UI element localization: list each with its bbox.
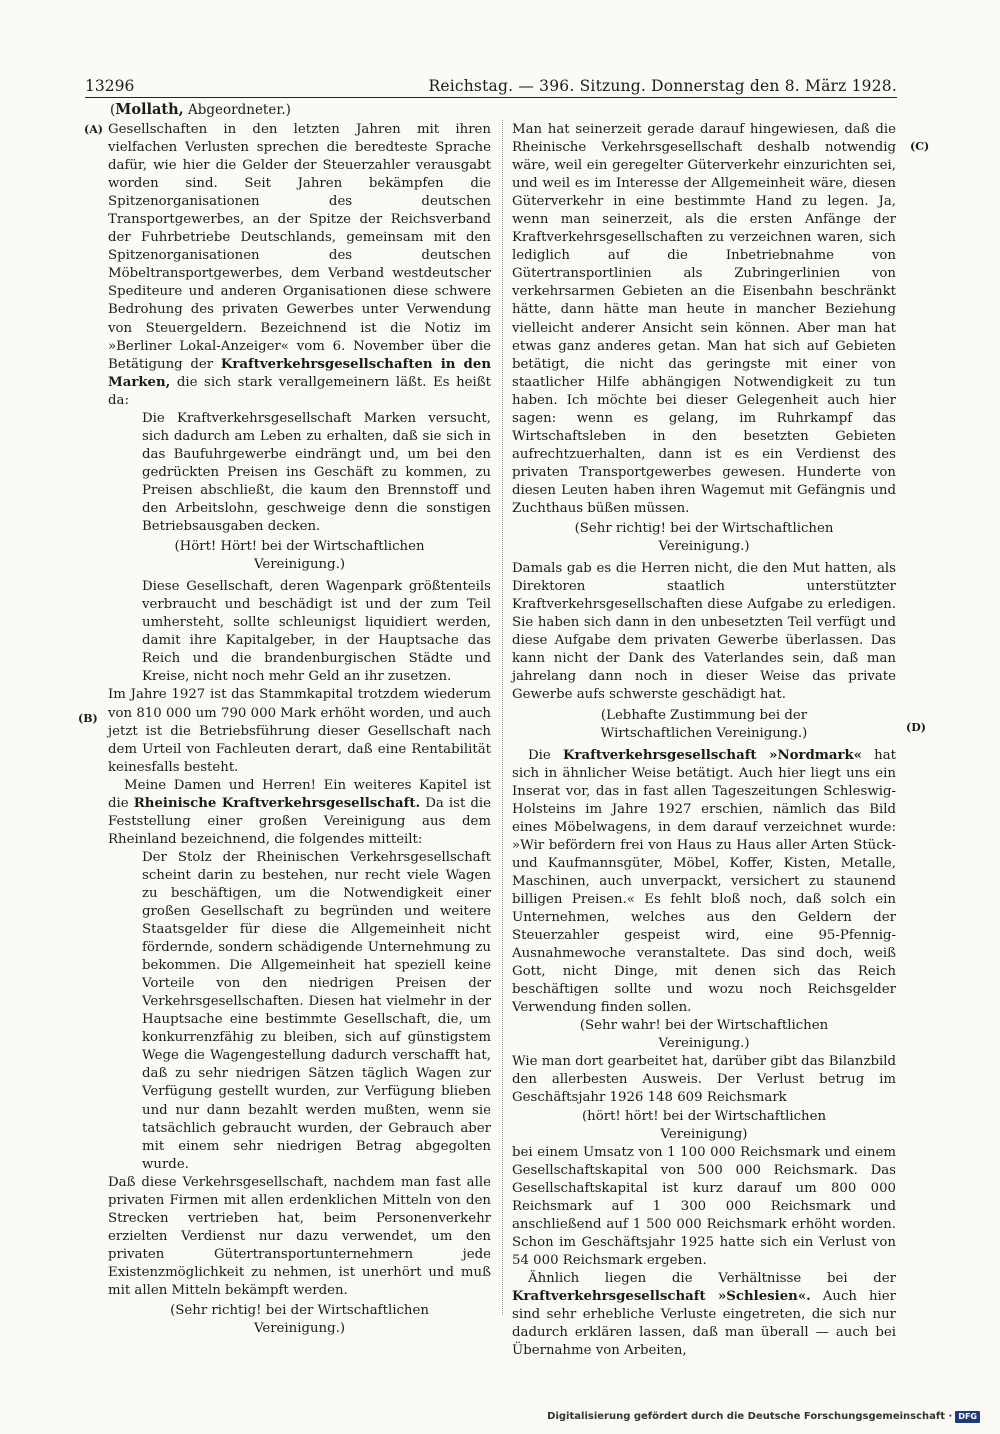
speaker-line: (Mollath, Abgeordneter.)	[110, 101, 291, 118]
right-interjection-1: (Sehr richtig! bei der Wirtschaftlichen Vereinigung.)	[574, 521, 834, 555]
right-interjection-4: (hört! hört! bei der Wirtschaftlichen Vereinigung)	[581, 1108, 827, 1142]
left-quote-2	[108, 578, 491, 686]
right-paragraph-3	[512, 747, 896, 1018]
left-p3-text: Meine Damen und Herren! Ein weiteres Kapitel ist die	[108, 777, 491, 811]
left-p1-end: die sich stark verallgemeinern läßt. Es heißt da:	[108, 374, 492, 408]
left-paragraph-2: Im Jahre 1927 ist das Stammkapital trotzdem wiederum von 810 000 um 790 000 Mark erhöht worden, und auch jetzt ist die Betriebsführung dieser Gesellschaft nach dem Urteil von Fachleuten derart, daß eine Rentabilität keinesfalls besteht.	[108, 687, 491, 775]
left-column	[108, 121, 491, 1342]
right-p3-bold: Kraftverkehrsgesellschaft »Nordmark«	[562, 747, 862, 763]
header-rule	[85, 97, 897, 98]
right-p3-text: Die	[528, 747, 551, 763]
left-interjection-1: (Hört! Hört! bei der Wirtschaftlichen Vereinigung.)	[174, 539, 425, 573]
margin-mark-d: (D)	[906, 721, 926, 734]
left-p1-text: Gesellschaften in den letzten Jahren mit ihren vielfachen Verlusten sprechen die beredteste Sprache dafür, wie hier die Gelder der Steuerzahler verausgabt worden sind. Seit Jahren bekämpfen die Spitzenorganisationen des deutschen Transportgewerbes, an der Spitze der Reichsverband der Fuhrbetriebe Deutschlands, gemeinsam mit den Spitzenorganisationen des deutschen Möbeltransportgewerbes, dem Verband westdeutscher Spediteure und anderen Organisationen diese schwere Bedrohung des privaten Gewerbes unter Verwendung von Steuergeldern. Bezeichnend ist die Notiz im »Berliner Lokal-Anzeiger« vom 6. November über die Betätigung der	[108, 122, 491, 372]
left-quote-2-text: Diese Gesellschaft, deren Wagenpark größtenteils verbraucht und beschädigt ist und der zum Teil umhersteht, sollte schleunigst liquidiert werden, damit ihre Kapitalgeber, in der Hauptsache das Reich und die brandenburgischen Städte und Kreise, nicht noch mehr Geld an ihr zusetzen.	[142, 579, 491, 685]
footer-text: Digitalisierung gefördert durch die Deutsche Forschungsgemeinschaft ·	[547, 1411, 953, 1422]
right-interjection-2: (Lebhafte Zustimmung bei der Wirtschaftlichen Vereinigung.)	[600, 707, 808, 741]
margin-mark-a: (A)	[84, 123, 103, 136]
column-divider	[502, 120, 503, 1315]
right-paragraph-1: Man hat seinerzeit gerade darauf hingewiesen, daß die Rheinische Verkehrsgesellschaft deshalb notwendig wäre, weil ein geregelter Güterverkehr einzurichten sei, und weil es im Interesse der Allgemeinheit wäre, diesen Güterverkehr in eine bestimmte Hand zu legen. Ja, wenn man seinerzeit, als die ersten Anfänge der Kraftverkehrsgesellschaften zu verzeichnen waren, sich lediglich auf die Inbetriebnahme von Gütertransportlinien als Zubringerlinien von verkehrsarmen Gebieten an die Eisenbahn beschränkt hätte, dann hätte man heute in mancher Beziehung vielleicht anderer Ansicht sein können. Aber man hat etwas ganz anderes getan. Man hat sich auf Gebieten betätigt, die nicht das geringste mit einer von staatlicher Hilfe abhängigen Notwendigkeit zu tun haben. Ich möchte bei dieser Gelegenheit auch hier sagen: wenn es gelang, im Ruhrkampf das Wirtschaftsleben in den besetzten Gebieten aufrechtzuerhalten, dann ist es ein Verdienst des privaten Transportgewerbes gewesen. Hunderte von diesen Leuten haben ihren Wagemut mit Gefängnis und Zuchthaus büßen müssen.	[512, 122, 896, 516]
left-paragraph-1	[108, 121, 491, 410]
speaker-name: Mollath,	[115, 101, 184, 118]
dfg-logo-icon: DFG	[955, 1411, 980, 1423]
footer-credit	[547, 1410, 980, 1424]
running-title: Reichstag. — 396. Sitzung. Donnerstag den 8. März 1928.	[428, 77, 897, 95]
page-number: 13296	[85, 77, 135, 95]
left-p3-end: Da ist die Feststellung einer großen Vereinigung aus dem Rheinland bezeichnend, die folgendes mitteilt:	[108, 795, 492, 847]
left-paragraph-4: Daß diese Verkehrsgesellschaft, nachdem man fast alle privaten Firmen mit allen erdenklichen Mitteln von den Strecken vertrieben hat, beim Personenverkehr erzielten Verdienst nur dazu verwendet, um den privaten Gütertransportunternehmern jede Existenzmöglichkeit zu nehmen, ist unerhört und muß mit allen Mitteln bekämpft werden.	[108, 1174, 491, 1298]
margin-mark-b: (B)	[78, 712, 98, 725]
right-column	[512, 121, 896, 1360]
right-p3-end: hat sich in ähnlicher Weise betätigt. Auch hier liegt uns ein Inserat vor, das in fast allen Tageszeitungen Schleswig-Holsteins im Jahre 1927 erschien, nämlich das Bild eines Möbelwagens, in dem darauf verzeichnet wurde: »Wir befördern frei von Haus zu Haus aller Arten Stück- und Kaufmannsgüter, Möbel, Koffer, Kisten, Metalle, Maschinen, auch unverpackt, versichert zu staunend billigen Preisen.« Es fehlt bloß noch, daß solch ein Unternehmen, welches aus den Geldern der Steuerzahler gespeist wird, eine 95-Pfennig-Ausnahmewoche veranstaltete. Das sind doch, weiß Gott, nicht Dinge, mit denen sich das Reich beschäftigen sollte und wozu noch Reichsgelder Verwendung finden sollen.	[512, 747, 896, 1016]
left-quote-1	[108, 410, 491, 536]
left-quote-3	[108, 849, 491, 1174]
right-paragraph-2: Damals gab es die Herren nicht, die den Mut hatten, als Direktoren staatlich unterstützter Kraftverkehrsgesellschaften diese Aufgabe zu erledigen. Sie haben sich dann in den unbesetzten Teil verfügt und diese Aufgabe dem privaten Gewerbe überlassen. Das kann nicht der Dank des Vaterlandes sein, daß man jahrelang dann noch in dieser Weise das private Gewerbe aufs schwerste geschädigt hat.	[512, 561, 896, 703]
left-p3-bold: Rheinische Kraftverkehrsgesellschaft.	[133, 795, 421, 811]
left-interjection-2: (Sehr richtig! bei der Wirtschaftlichen Vereinigung.)	[170, 1303, 429, 1337]
right-p6-bold: Kraftverkehrsgesellschaft »Schlesien«.	[512, 1289, 811, 1304]
right-interjection-3: (Sehr wahr! bei der Wirtschaftlichen Vereinigung.)	[579, 1018, 829, 1052]
right-paragraph-5: bei einem Umsatz von 1 100 000 Reichsmark und einem Gesellschaftskapital von 500 000 Reichsmark. Das Gesellschaftskapital ist kurz darauf um 800 000 Reichsmark auf 1 300 000 Reichsmark und anschließend auf 1 500 000 Reichsmark erhöht worden. Schon im Geschäftsjahr 1925 hatte sich ein Verlust von 54 000 Reichsmark ergeben.	[512, 1144, 896, 1268]
right-paragraph-4: Wie man dort gearbeitet hat, darüber gibt das Bilanzbild den allerbesten Ausweis. Der Verlust betrug im Geschäftsjahr 1926 148 609 Reichsmark	[512, 1054, 896, 1106]
right-p6-end: Auch hier sind sehr erhebliche Verluste eingetreten, die sich nur dadurch erklären lassen, daß man überall — auch bei Übernahme von Arbeiten,	[512, 1289, 896, 1359]
right-p6-text: Ähnlich liegen die Verhältnisse bei der	[528, 1270, 896, 1286]
left-p1-bold: Kraftverkehrsgesellschaften in den Marken,	[108, 356, 491, 390]
left-paragraph-3	[108, 777, 491, 849]
speaker-role: Abgeordneter.)	[188, 102, 291, 118]
page-header	[85, 76, 897, 98]
left-quote-3-text: Der Stolz der Rheinischen Verkehrsgesellschaft scheint darin zu bestehen, nur recht viele Wagen zu beschäftigen, um die Notwendigkeit einer großen Gesellschaft zu begründen und weitere Staatsgelder für diese die Allgemeinheit nicht fördernde, sondern schädigende Unternehmung zu bekommen. Die Allgemeinheit hat speziell keine Vorteile von den niedrigen Preisen der Verkehrsgesellschaften. Diesen hat vielmehr in der Hauptsache eine bestimmte Gesellschaft, die, um konkurrenzfähig zu bleiben, sich auf günstigstem Wege die Wagengestellung dadurch verschafft hat, daß zu sehr niedrigen Sätzen täglich Wagen zur Verfügung gestellt wurden, zur Verfügung blieben und nur dann bezahlt werden mußten, wenn sie tatsächlich gebraucht wurden, der Gebrauch aber mit einem sehr niedrigen Betrag abgegolten wurde.	[142, 849, 491, 1172]
right-paragraph-6	[512, 1270, 896, 1360]
left-quote-1-text: Die Kraftverkehrsgesellschaft Marken versucht, sich dadurch am Leben zu erhalten, daß sie sich in das Baufuhrgewerbe eindrängt und, um bei den gedrückten Preisen ins Geschäft zu kommen, zu Preisen abschließt, die kaum den Brennstoff und den Arbeitslohn, geschweige denn die sonstigen Betriebsausgaben decken.	[142, 410, 491, 535]
margin-mark-c: (C)	[910, 140, 930, 153]
